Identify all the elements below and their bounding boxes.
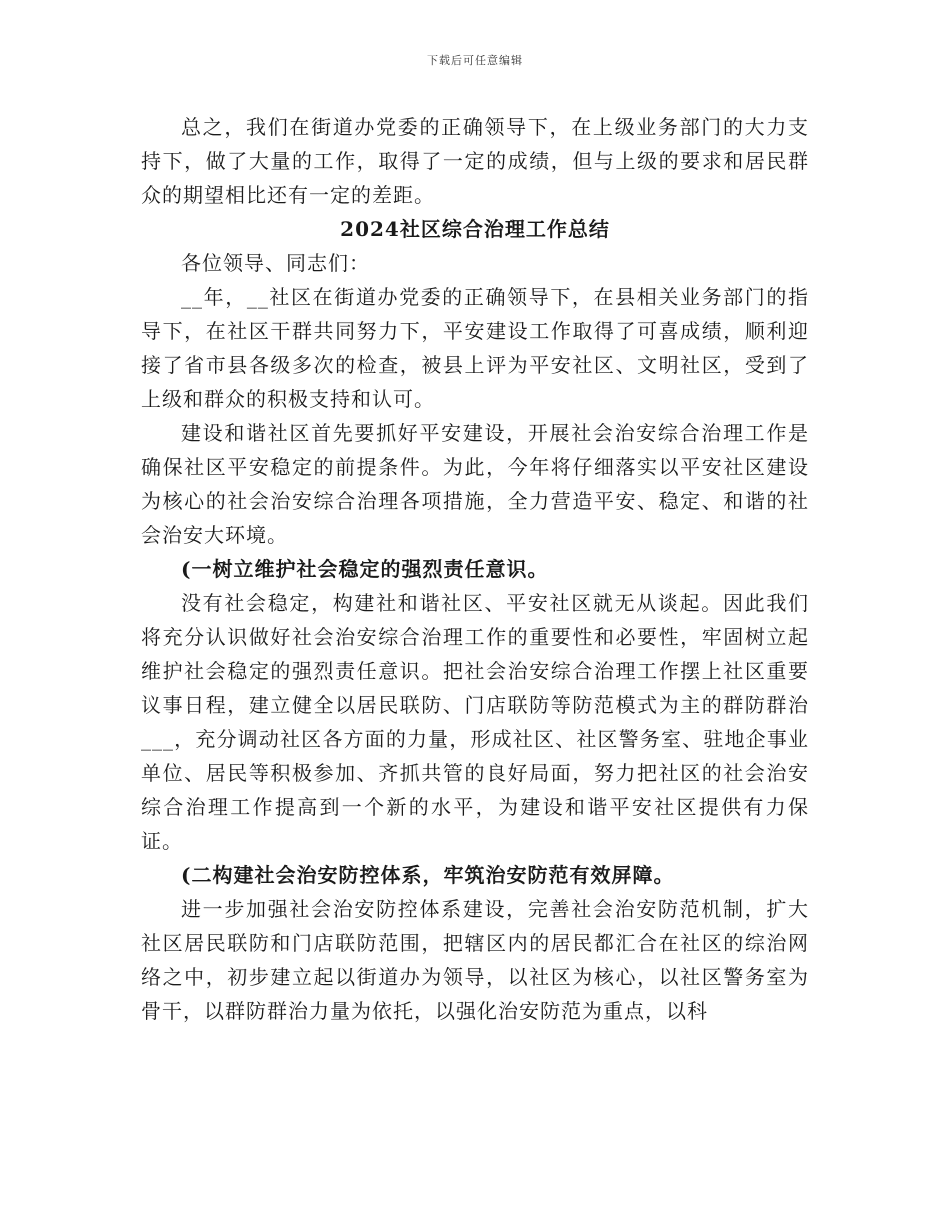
document-body	[141, 110, 809, 1028]
paragraph-4: 进一步加强社会治安防控体系建设，完善社会治安防范机制，扩大社区居民联防和门店联防范围，把辖区内的居民都汇合在社区的综治网络之中，初步建立起以街道办为领导，以社区为核心，以社区警务室为骨干，以群防群治力量为依托，以强化治安防范为重点，以科	[141, 897, 809, 1023]
greeting: 各位领导、同志们：	[181, 251, 370, 275]
section-heading-2: (二构建社会治安防控体系，牢筑治安防范有效屏障。	[181, 863, 675, 887]
document-title: 2024社区综合治理工作总结	[340, 217, 610, 241]
paragraph-2: 建设和谐社区首先要抓好平安建设，开展社会治安综合治理工作是确保社区平安稳定的前提条件。为此，今年将仔细落实以平安社区建设为核心的社会治安综合治理各项措施，全力营造平安、稳定、和谐的社会治安大环境。	[141, 421, 809, 547]
paragraph-3: 没有社会稳定，构建社和谐社区、平安社区就无从谈起。因此我们将充分认识做好社会治安综合治理工作的重要性和必要性，牢固树立起维护社会稳定的强烈责任意识。把社会治安综合治理工作摆上社区重要议事日程，建立健全以居民联防、门店联防等防范模式为主的群防群治___，充分调动社区各方面的力量，形成社区、社区警务室、驻地企事业单位、居民等积极参加、齐抓共管的良好局面，努力把社区的社会治安综合治理工作提高到一个新的水平，为建设和谐平安社区提供有力保证。	[141, 591, 809, 853]
header-note: 下载后可任意编辑	[427, 54, 523, 67]
section-heading-1: (一树立维护社会稳定的强烈责任意识。	[181, 557, 549, 581]
intro-paragraph: 总之，我们在街道办党委的正确领导下，在上级业务部门的大力支持下，做了大量的工作，取得了一定的成绩，但与上级的要求和居民群众的期望相比还有一定的差距。	[141, 115, 809, 207]
paragraph-1: __年，__社区在街道办党委的正确领导下，在县相关业务部门的指导下，在社区干群共同努力下，平安建设工作取得了可喜成绩，顺利迎接了省市县各级多次的检查，被县上评为平安社区、文明社区，受到了上级和群众的积极支持和认可。	[141, 285, 809, 411]
